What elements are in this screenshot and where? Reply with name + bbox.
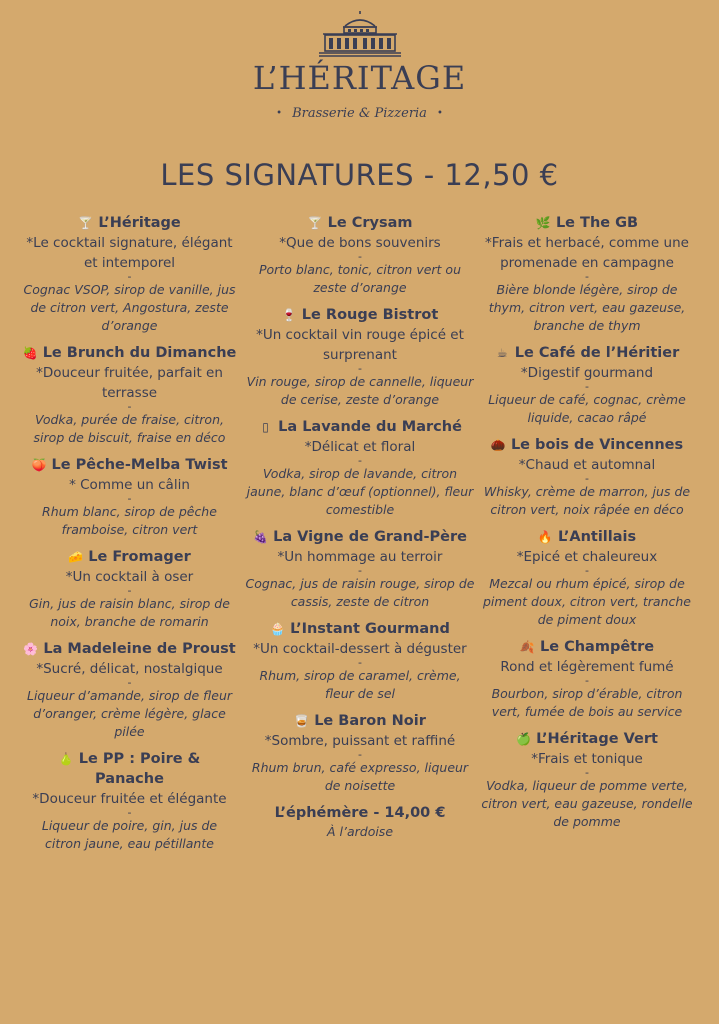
menu-item — [22, 213, 237, 335]
menu-item-name: L’Héritage — [98, 215, 181, 231]
menu-column-3 — [480, 213, 694, 839]
menu-item-ingredients: À l’ardoise — [326, 824, 394, 839]
menu-item-description: *Frais et herbacé, comme une promenade en campagne — [485, 235, 689, 271]
menu-item-description: *Le cocktail signature, élégant et intemporel — [26, 235, 233, 271]
menu-item-title — [22, 547, 237, 567]
menu-item-title — [480, 213, 694, 233]
menu-item-title — [245, 527, 475, 547]
menu-item-description: *Un cocktail vin rouge épicé et surprenant — [256, 327, 464, 363]
menu-item — [22, 639, 237, 741]
building-logo-icon — [317, 10, 403, 58]
menu-item-name: Le Café de l’Héritier — [514, 345, 680, 361]
menu-item — [245, 305, 475, 409]
menu-item-title — [22, 343, 237, 363]
menu-item-title — [22, 749, 237, 789]
menu-item-description: *Un cocktail à oser — [65, 569, 194, 585]
menu-item-ingredients: Rhum blanc, sirop de pêche framboise, citron vert — [42, 504, 217, 537]
cocktail-emoji-icon: 🌿 — [535, 216, 551, 230]
menu-item — [245, 803, 475, 841]
cocktail-emoji-icon: 🍑 — [31, 458, 47, 472]
menu-item-description: *Sombre, puissant et raffiné — [264, 733, 456, 749]
menu-item-name: Le bois de Vincennes — [510, 437, 684, 453]
brand-name: L’HÉRITAGE — [252, 59, 467, 97]
menu-item-name: Le Champêtre — [539, 639, 655, 655]
menu-item — [245, 711, 475, 795]
menu-item-description: *Chaud et automnal — [518, 457, 656, 473]
menu-item-description: *Douceur fruitée, parfait en terrasse — [36, 365, 223, 401]
cocktail-emoji-icon: 🍂 — [519, 640, 535, 654]
menu-item-title — [480, 527, 694, 547]
menu-item-separator: - — [127, 492, 132, 505]
menu-column-2 — [245, 213, 475, 849]
menu-item-separator: - — [127, 676, 132, 689]
bullet-left: • — [276, 108, 283, 119]
menu-item-title — [480, 637, 694, 657]
menu-item-separator: - — [358, 362, 362, 375]
menu-item-name: L’éphémère - 14,00 € — [274, 805, 446, 821]
menu-item-separator: - — [127, 270, 132, 283]
menu-item-name: L’Antillais — [557, 529, 637, 545]
menu-item-name: Le Crysam — [327, 215, 413, 231]
menu-item-ingredients: Vin rouge, sirop de cannelle, liqueur de cerise, zeste d’orange — [246, 374, 474, 407]
menu-item-separator: - — [358, 748, 362, 761]
menu-item-description: * Comme un câlin — [69, 477, 190, 493]
menu-item — [22, 343, 237, 447]
menu-item-name: L’Héritage Vert — [536, 731, 658, 747]
menu-item-separator: - — [585, 380, 589, 393]
menu-item-ingredients: Whisky, crème de marron, jus de citron vert, noix râpée en déco — [483, 484, 691, 517]
menu-item — [245, 619, 475, 703]
cocktail-emoji-icon: 🔥 — [537, 530, 553, 544]
page-title: LES SIGNATURES - 12,50 € — [160, 158, 559, 192]
menu-item — [480, 343, 694, 427]
menu-item-title — [245, 803, 475, 823]
menu-item-separator: - — [585, 766, 589, 779]
menu-item-name: Le Baron Noir — [314, 713, 426, 729]
menu-item-title — [480, 729, 694, 749]
menu-item — [480, 213, 694, 335]
cocktail-emoji-icon: 🌰 — [490, 438, 506, 452]
menu-item-title — [245, 305, 475, 325]
menu-item — [480, 729, 694, 831]
cocktail-emoji-icon: 🍸 — [307, 216, 323, 230]
menu-item-name: L’Instant Gourmand — [290, 621, 450, 637]
menu-item — [245, 527, 475, 611]
menu-item-description: *Douceur fruitée et élégante — [32, 791, 227, 807]
menu-item-description: *Délicat et floral — [304, 439, 416, 455]
menu-item-name: Le Rouge Bistrot — [301, 307, 439, 323]
menu-item-ingredients: Vodka, purée de fraise, citron, sirop de biscuit, fraise en déco — [33, 412, 226, 445]
menu-item-name: Le Pêche-Melba Twist — [51, 457, 228, 473]
brand-subtitle: Brasserie & Pizzeria — [292, 106, 427, 121]
menu-item — [245, 213, 475, 297]
menu-item-separator: - — [358, 454, 362, 467]
menu-item-title — [245, 619, 475, 639]
cocktail-emoji-icon: 🍏 — [516, 732, 532, 746]
menu-item-title — [245, 213, 475, 233]
cocktail-emoji-icon: 🍷 — [281, 308, 297, 322]
menu-item-separator: - — [358, 250, 362, 263]
menu-item — [480, 637, 694, 721]
menu-item-title — [245, 711, 475, 731]
menu-item-separator: - — [127, 806, 132, 819]
cocktail-emoji-icon: 🥃 — [294, 714, 310, 728]
menu-item-description: *Un hommage au terroir — [277, 549, 443, 565]
menu-item-title — [22, 213, 237, 233]
menu-item-ingredients: Liqueur d’amande, sirop de fleur d’oranger, crème légère, glace pilée — [26, 688, 233, 739]
cocktail-emoji-icon: 🍇 — [253, 530, 268, 544]
cocktail-emoji-icon: ▯ — [262, 420, 269, 434]
menu-item-description: *Sucré, délicat, nostalgique — [36, 661, 223, 677]
menu-item — [480, 435, 694, 519]
menu-item-ingredients: Liqueur de café, cognac, crème liquide, cacao râpé — [488, 392, 686, 425]
menu-item-description: *Un cocktail-dessert à déguster — [253, 641, 467, 657]
menu-item-separator: - — [585, 564, 589, 577]
menu-item-name: Le Fromager — [88, 549, 191, 565]
menu-item-title — [22, 639, 237, 659]
menu-item-ingredients: Mezcal ou rhum épicé, sirop de piment doux, citron vert, tranche de piment doux — [482, 576, 692, 627]
menu-item-name: Le PP : Poire & Panache — [78, 751, 201, 787]
menu-item — [245, 417, 475, 519]
menu-item-ingredients: Gin, jus de raisin blanc, sirop de noix, branche de romarin — [29, 596, 230, 629]
menu-item-ingredients: Rhum, sirop de caramel, crème, fleur de sel — [259, 668, 461, 701]
menu-item-ingredients: Bourbon, sirop d’érable, citron vert, fumée de bois au service — [491, 686, 683, 719]
menu-item-name: La Lavande du Marché — [278, 419, 462, 435]
menu-item-separator: - — [358, 656, 362, 669]
menu-item-separator: - — [585, 674, 589, 687]
bullet-right: • — [436, 108, 443, 119]
menu-item-ingredients: Cognac VSOP, sirop de vanille, jus de citron vert, Angostura, zeste d’orange — [23, 282, 236, 333]
header — [0, 10, 719, 122]
menu-item-separator: - — [127, 400, 132, 413]
menu-item-ingredients: Rhum brun, café expresso, liqueur de noisette — [251, 760, 469, 793]
menu-item-ingredients: Vodka, sirop de lavande, citron jaune, blanc d’œuf (optionnel), fleur comestible — [246, 466, 474, 517]
menu-item-ingredients: Bière blonde légère, sirop de thym, citron vert, eau gazeuse, branche de thym — [488, 282, 686, 333]
cocktail-emoji-icon: 🍓 — [22, 346, 38, 360]
menu-item-ingredients: Cognac, jus de raisin rouge, sirop de cassis, zeste de citron — [245, 576, 475, 609]
menu-item-separator: - — [585, 270, 589, 283]
menu-item — [22, 547, 237, 631]
cocktail-emoji-icon: 🧁 — [270, 622, 286, 636]
cocktail-emoji-icon: 🍐 — [58, 752, 74, 766]
menu-item — [22, 749, 237, 853]
menu-item-title — [480, 343, 694, 363]
menu-item-name: Le Brunch du Dimanche — [42, 345, 237, 361]
menu-item-description: *Que de bons souvenirs — [279, 235, 441, 251]
menu-item — [480, 527, 694, 629]
menu-item-title — [480, 435, 694, 455]
menu-item-name: Le The GB — [555, 215, 639, 231]
menu-item-name: La Madeleine de Proust — [43, 641, 236, 657]
menu-item-separator: - — [127, 584, 132, 597]
cocktail-emoji-icon: ☕ — [496, 346, 508, 360]
brand-subtitle-line — [0, 106, 719, 122]
cocktail-emoji-icon: 🧀 — [68, 550, 84, 564]
menu-item-description: *Frais et tonique — [531, 751, 643, 767]
cocktail-emoji-icon: 🌸 — [23, 642, 39, 656]
menu-item — [22, 455, 237, 539]
cocktail-emoji-icon: 🍸 — [78, 216, 94, 230]
menu-item-ingredients: Liqueur de poire, gin, jus de citron jaune, eau pétillante — [41, 818, 218, 851]
menu-item-description: *Digestif gourmand — [520, 365, 654, 381]
menu-column-1 — [22, 213, 237, 861]
menu-item-description: *Epicé et chaleureux — [516, 549, 658, 565]
menu-item-name: La Vigne de Grand-Père — [273, 529, 467, 545]
menu-item-title — [245, 417, 475, 437]
menu-item-title — [22, 455, 237, 475]
menu-item-separator: - — [585, 472, 589, 485]
menu-item-ingredients: Porto blanc, tonic, citron vert ou zeste d’orange — [258, 262, 462, 295]
menu-item-separator: - — [358, 564, 362, 577]
menu-item-description: Rond et légèrement fumé — [500, 659, 674, 675]
menu-item-ingredients: Vodka, liqueur de pomme verte, citron vert, eau gazeuse, rondelle de pomme — [481, 778, 693, 829]
